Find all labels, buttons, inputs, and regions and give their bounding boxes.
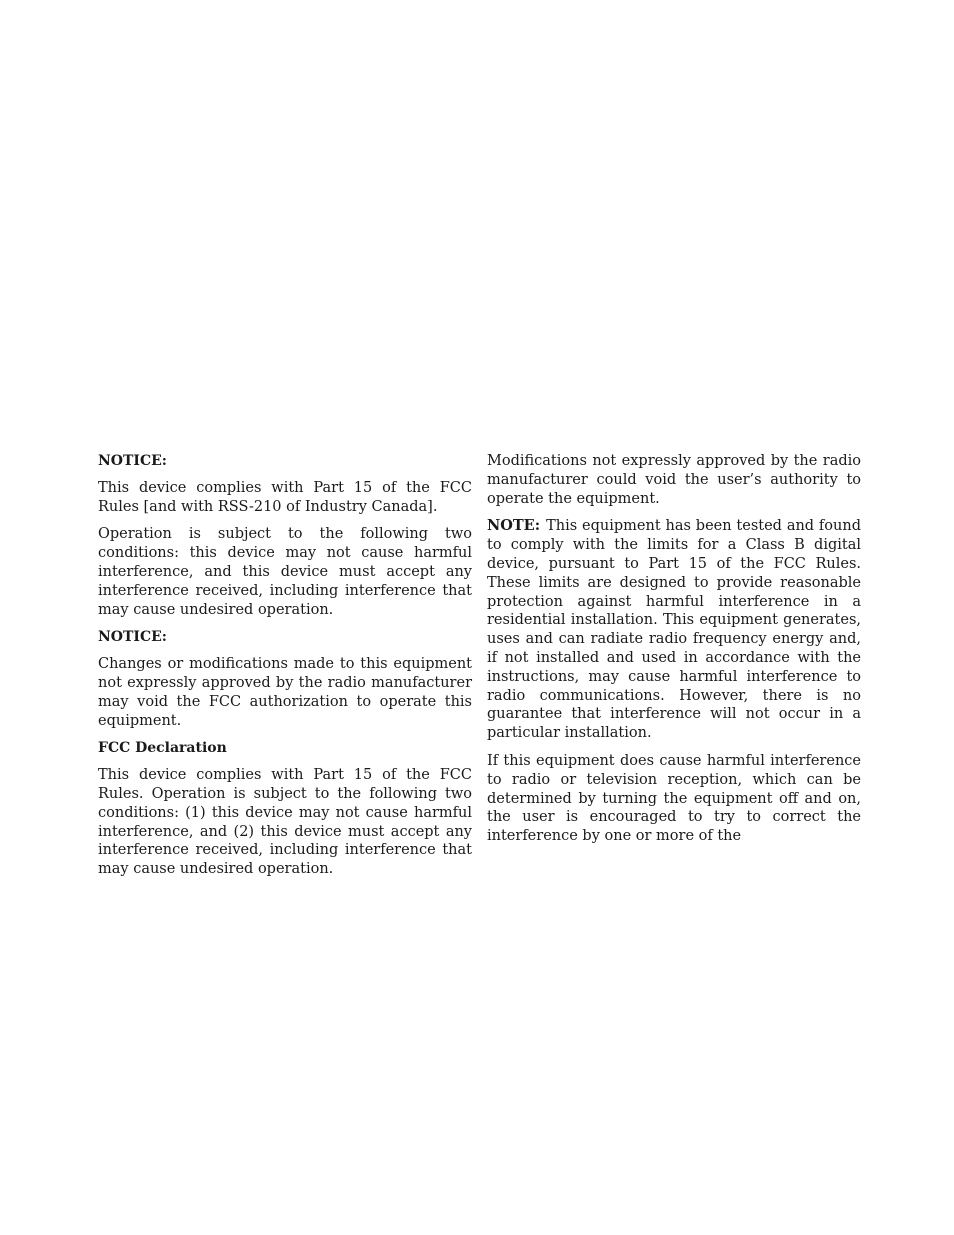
- fcc-declaration-heading: FCC Declaration: [98, 740, 227, 757]
- note-paragraph: [487, 517, 861, 743]
- right-column: [487, 452, 861, 855]
- interference-paragraph: If this equipment does cause harmful interference to radio or television reception, which can be determined by turning the equipment off and on, the user is encouraged to try to correct the interference by one or more of the: [487, 752, 861, 845]
- notice-heading: NOTICE:: [98, 453, 167, 469]
- fcc-declaration-paragraph: This device complies with Part 15 of the FCC Rules. Operation is subject to the following two conditions: (1) this device may not cause harmful interference, and (2) this device must accept any interference received, including interference that may cause undesired operation.: [98, 767, 472, 878]
- note-label: NOTE:: [487, 517, 541, 535]
- notice-paragraph-conditions: Operation is subject to the following two conditions: this device may not cause harmful interference, and this device must accept any interference received, including interference that may cause undesired operation.: [98, 526, 472, 618]
- left-column: [98, 452, 472, 888]
- modifications-paragraph: Modifications not expressly approved by the radio manufacturer could void the user’s authority to operate the equipment.: [487, 453, 861, 507]
- notice-heading-modifications: NOTICE:: [98, 629, 167, 646]
- notice-paragraph-compliance: This device complies with Part 15 of the FCC Rules [and with RSS-210 of Industry Canada].: [98, 479, 472, 515]
- note-text: This equipment has been tested and found to comply with the limits for a Class B digital device, pursuant to Part 15 of the FCC Rules. These limits are designed to provide reasonable protection against harmful interference in a residential installation. This equipment generates, uses and can radiate radio frequency energy and, if not installed and used in accordance with the instructions, may cause harmful interference to radio communications. However, there is no guarantee that interference will not occur in a particular installation.: [487, 518, 861, 742]
- notice-paragraph-modifications: Changes or modifications made to this equipment not expressly approved by the radio manufacturer may void the FCC authorization to operate this equipment.: [98, 656, 472, 729]
